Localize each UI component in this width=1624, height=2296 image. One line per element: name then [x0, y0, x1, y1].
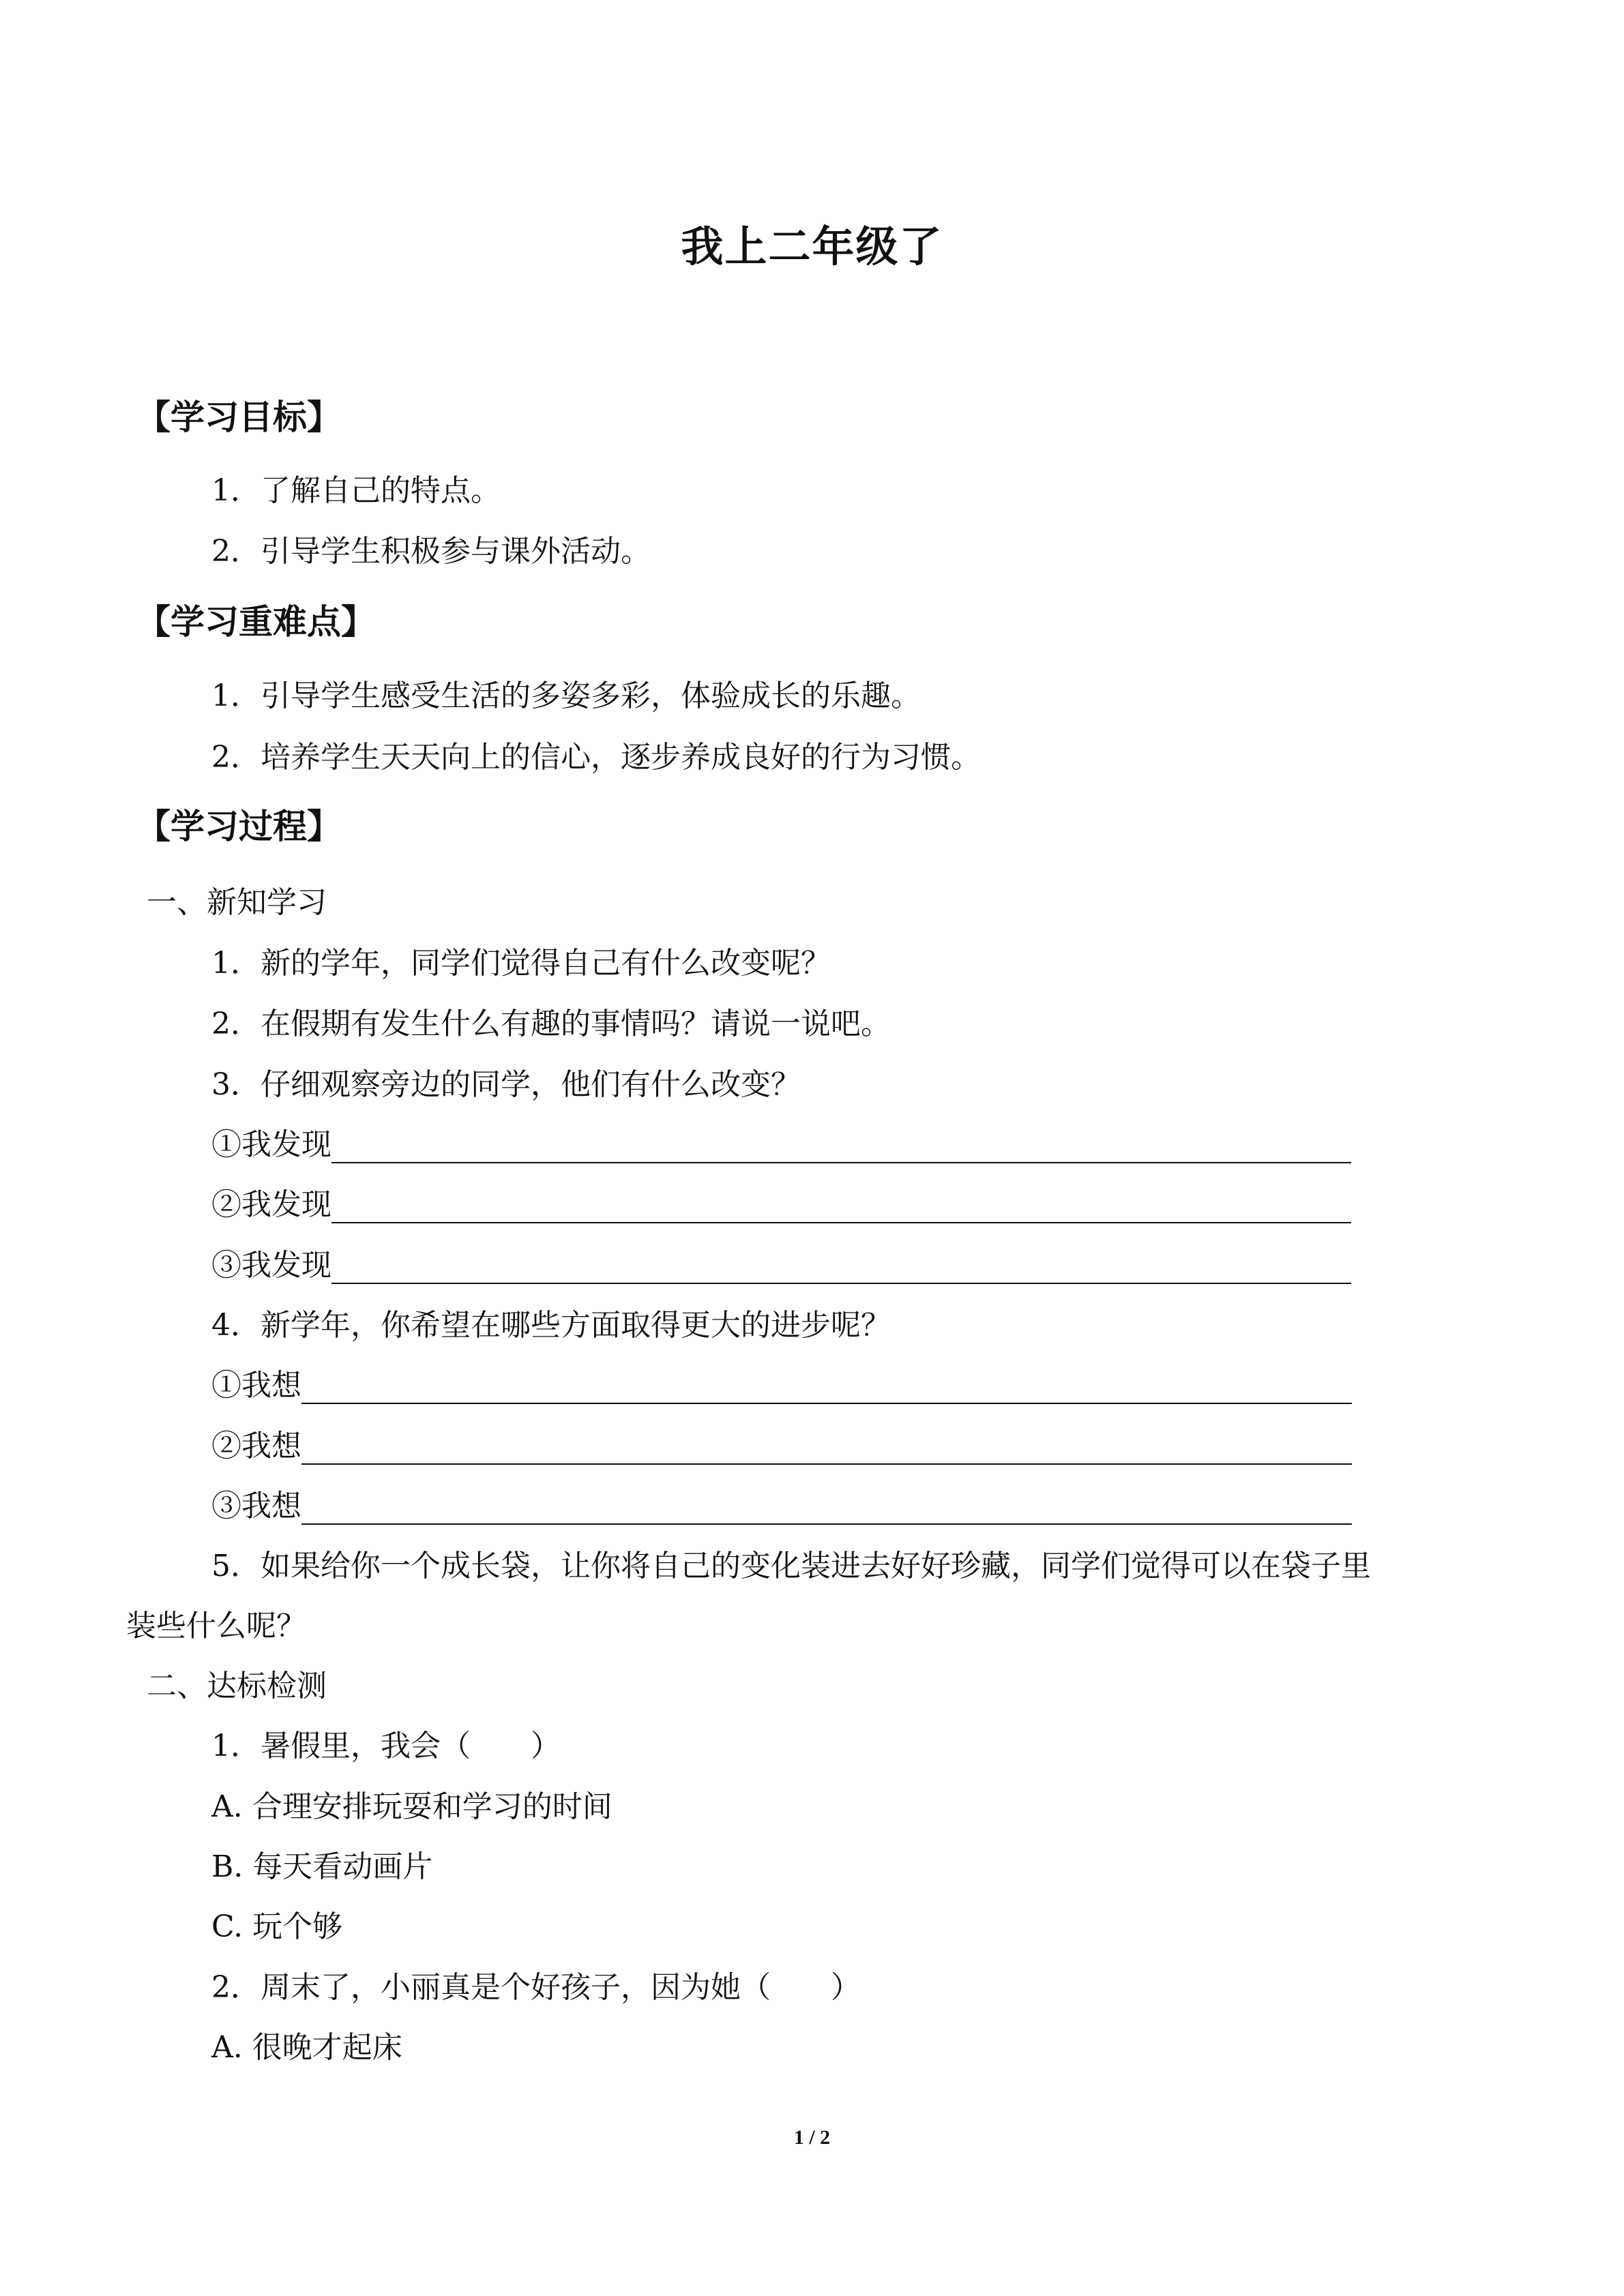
option-b: B. 每天看动画片	[211, 1849, 433, 1884]
question-5-line-1: 5．如果给你一个成长袋，让你将自己的变化装进去好好珍藏，同学们觉得可以在袋子里	[211, 1549, 1371, 1583]
part1-title: 一、新知学习	[147, 885, 327, 920]
question-2: 2．在假期有发生什么有趣的事情吗？请说一说吧。	[211, 1007, 891, 1041]
option-c: C. 玩个够	[211, 1909, 343, 1944]
option-a: A. 很晚才起床	[211, 2030, 402, 2065]
fill-row	[211, 1127, 1351, 1163]
page-number: 1 / 2	[793, 2126, 831, 2149]
objectives-heading: 【学习目标】	[136, 398, 341, 437]
fill-label: ③我发现	[211, 1248, 331, 1283]
objective-item: 2．引导学生积极参与课外活动。	[211, 534, 651, 569]
question-5-line-2: 装些什么呢？	[126, 1609, 306, 1643]
fill-label: ①我想	[211, 1368, 301, 1403]
fill-label: ②我发现	[211, 1187, 331, 1222]
question-1: 1．新的学年，同学们觉得自己有什么改变呢？	[211, 946, 831, 981]
key-points-heading: 【学习重难点】	[136, 602, 375, 642]
objective-item: 1．了解自己的特点。	[211, 473, 501, 508]
question-3: 3．仔细观察旁边的同学，他们有什么改变？	[211, 1067, 801, 1102]
page-title: 我上二年级了	[681, 222, 943, 271]
part2-title: 二、达标检测	[147, 1669, 327, 1703]
fill-row	[211, 1248, 1351, 1284]
answer-blank[interactable]	[331, 1253, 1351, 1284]
process-heading: 【学习过程】	[136, 807, 341, 846]
question-4: 4．新学年，你希望在哪些方面取得更大的进步呢？	[211, 1308, 891, 1343]
test-question-2: 2．周末了，小丽真是个好孩子，因为她（ ）	[211, 1970, 861, 2005]
fill-row	[211, 1429, 1352, 1465]
test-question-1: 1．暑假里，我会（ ）	[211, 1729, 561, 1763]
answer-blank[interactable]	[301, 1373, 1352, 1404]
fill-label: ②我想	[211, 1429, 301, 1463]
fill-row	[211, 1368, 1352, 1404]
key-point-item: 2．培养学生天天向上的信心，逐步养成良好的行为习惯。	[211, 740, 981, 775]
fill-row	[211, 1489, 1352, 1525]
fill-label: ①我发现	[211, 1127, 331, 1162]
fill-label: ③我想	[211, 1489, 301, 1523]
answer-blank[interactable]	[331, 1192, 1351, 1223]
answer-blank[interactable]	[301, 1433, 1352, 1465]
answer-blank[interactable]	[331, 1132, 1351, 1163]
fill-row	[211, 1187, 1351, 1223]
option-a: A. 合理安排玩耍和学习的时间	[211, 1789, 612, 1824]
answer-blank[interactable]	[301, 1493, 1352, 1525]
key-point-item: 1．引导学生感受生活的多姿多彩，体验成长的乐趣。	[211, 679, 921, 713]
